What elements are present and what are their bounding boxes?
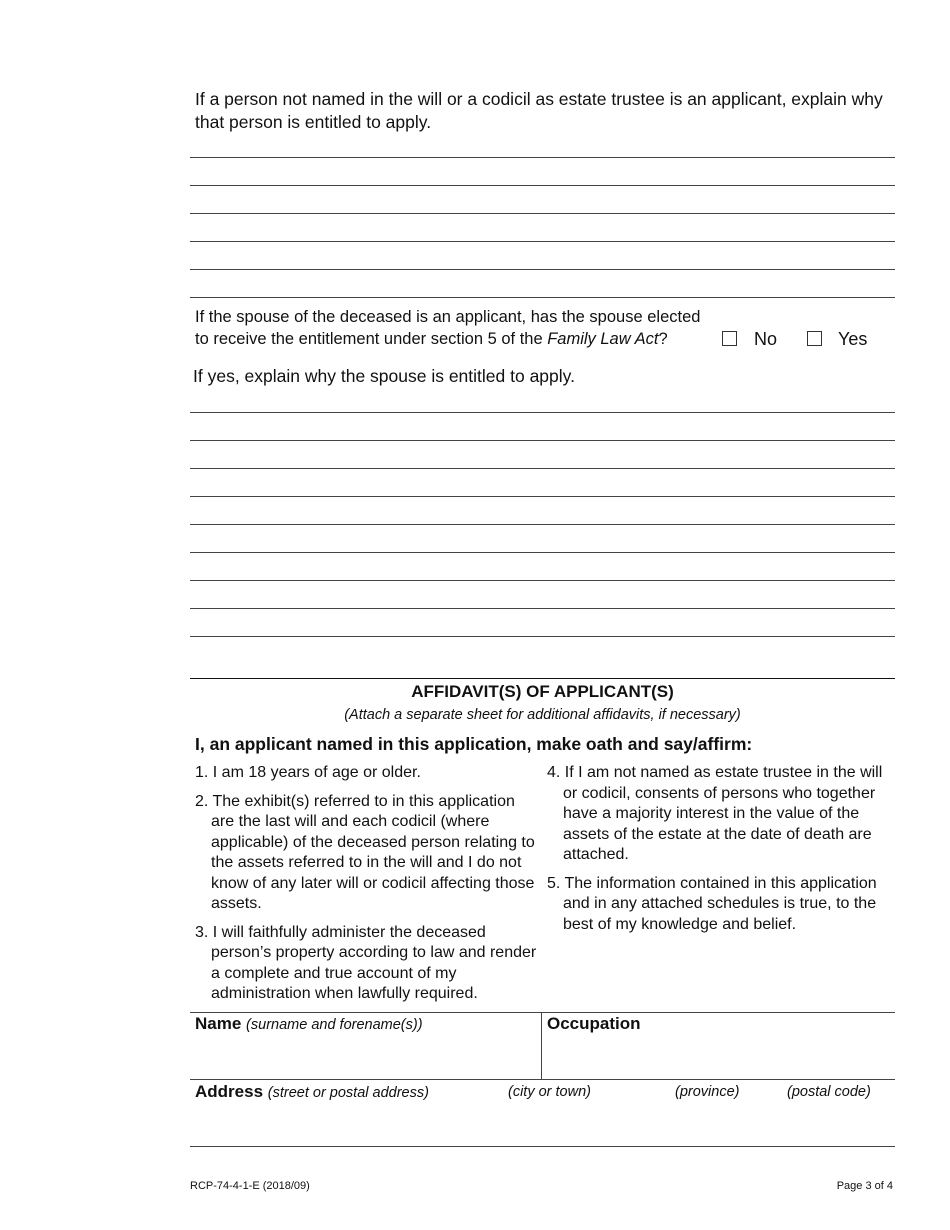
no-checkbox[interactable] [722,331,737,346]
affidavit-item: 5. The information contained in this application and in any attached schedules is true, to the best of my knowledge and belief. [547,874,877,933]
spouse-question-line2: to receive the entitlement under section 5 of the Family Law Act? [195,330,668,348]
form-id: RCP-74-4-1-E (2018/09) [190,1180,310,1192]
answer-line[interactable] [190,636,895,637]
oath-statement: I, an applicant named in this application, make oath and say/affirm: [195,734,753,754]
spouse-question-line1: If the spouse of the deceased is an applicant, has the spouse elected [195,308,701,326]
if-yes-prompt: If yes, explain why the spouse is entitled to apply. [193,366,575,386]
answer-line[interactable] [190,580,895,581]
field-top-border [190,1012,895,1013]
answer-line[interactable] [190,241,895,242]
no-label: No [754,329,778,349]
answer-line[interactable] [190,157,895,158]
address-hint: (street or postal address) [267,1085,429,1101]
trustee-question: If a person not named in the will or a codicil as estate trustee is an applicant, explain why that person is entitled to apply. [195,89,883,132]
province-hint: (province) [675,1084,740,1100]
affidavit-item: 1. I am 18 years of age or older. [195,764,421,781]
answer-line[interactable] [190,185,895,186]
affidavit-title: AFFIDAVIT(S) OF APPLICANT(S) [411,682,674,701]
answer-line[interactable] [190,213,895,214]
answer-line[interactable] [190,412,895,413]
city-hint: (city or town) [508,1084,591,1100]
answer-line[interactable] [190,468,895,469]
answer-line[interactable] [190,269,895,270]
answer-line[interactable] [190,297,895,298]
postal-code-hint: (postal code) [787,1084,871,1100]
act-name: Family Law Act [547,330,659,348]
affidavit-right-column [547,763,889,943]
page-number: Page 3 of 4 [836,1180,893,1192]
yes-label: Yes [838,329,868,349]
spouse-question [195,306,735,350]
address-field[interactable]: Address (street or postal address) [195,1082,429,1101]
answer-line[interactable] [190,608,895,609]
answer-line[interactable] [190,440,895,441]
affidavit-item: 4. If I am not named as estate trustee in the will or codicil, consents of persons who together have a majority interest in the value of the assets of the estate at the date of death are attached. [547,764,883,863]
affidavit-item: 2. The exhibit(s) referred to in this application are the last will and each codicil (where applicable) of the deceased person relating to the assets referred to in the will and I do not know of any later will or codicil affecting those assets. [195,792,535,912]
name-hint: (surname and forename(s)) [246,1017,423,1033]
answer-line[interactable] [190,552,895,553]
name-field[interactable]: Name (surname and forename(s)) [195,1014,423,1033]
answer-line[interactable] [190,524,895,525]
affidavit-subtitle: (Attach a separate sheet for additional affidavits, if necessary) [344,707,741,723]
yes-checkbox[interactable] [807,331,822,346]
field-border [190,1079,895,1080]
affidavit-item: 3. I will faithfully administer the deceased person’s property according to law and render a complete and true account of my administration when lawfully required. [195,923,537,1002]
answer-line[interactable] [190,496,895,497]
field-bottom-border [190,1146,895,1147]
field-divider [541,1012,542,1079]
occupation-field[interactable]: Occupation [547,1014,641,1033]
affidavit-left-column [195,763,540,1013]
section-divider [190,678,895,679]
